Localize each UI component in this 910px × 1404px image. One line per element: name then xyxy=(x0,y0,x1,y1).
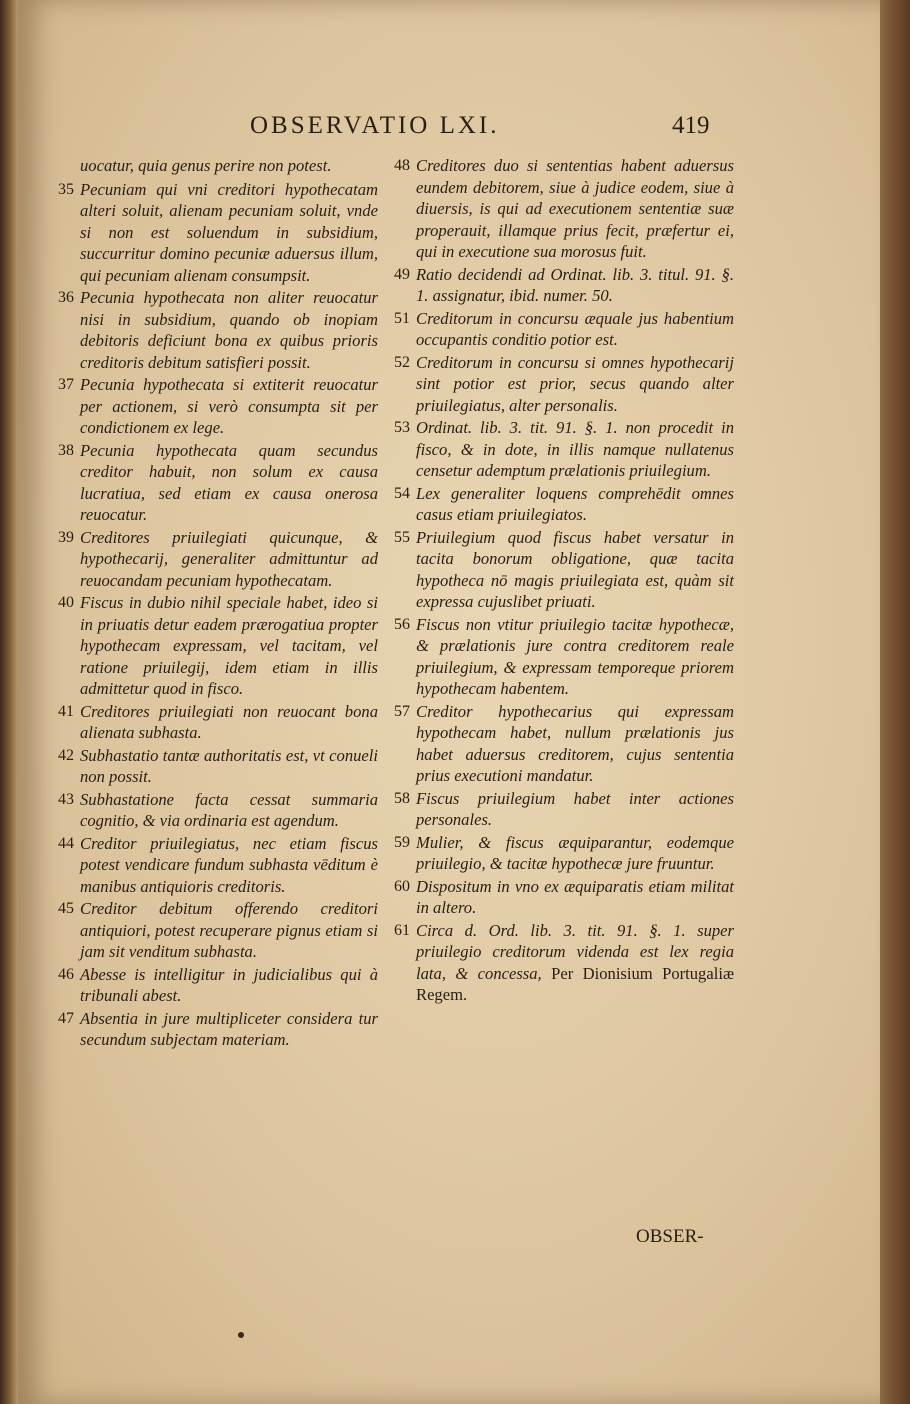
entry-text: Creditores priuilegiati non reuocant bona alienata subhasta. xyxy=(80,701,378,742)
entry xyxy=(394,788,734,831)
entry xyxy=(58,1008,378,1051)
entry-text: Fiscus non vtitur priuilegio tacitæ hypothecæ, & prælationis jure contra creditorem reale priuilegium, & expressam temporeque priorem hypothecam habentem. xyxy=(416,614,734,698)
entry-text: Fiscus in dubio nihil speciale habet, ideo si in priuatis detur eadem prærogatiua propter hypothecam expressam, vel tacitam, vel ratione priuilegij, idem etiam in illis admittetur quod in fisco. xyxy=(80,593,378,698)
entry-text: Circa d. Ord. lib. 3. tit. 91. §. 1. super priuilegio creditorum videnda est lex regia lata, & concessa, xyxy=(416,920,734,983)
entry-text: Absentia in jure multipliceter considera tur secundum subjectam materiam. xyxy=(80,1008,378,1049)
entry xyxy=(58,592,378,700)
entry-number: 49 xyxy=(394,265,410,283)
entry xyxy=(58,701,378,744)
entry xyxy=(58,898,378,963)
entry-number: 37 xyxy=(58,376,74,393)
entry-text: Lex generaliter loquens comprehēdit omnes casus etiam priuilegiatos. xyxy=(416,483,734,524)
left-page-edge xyxy=(0,0,18,1404)
entry-number: 58 xyxy=(394,789,410,807)
entry-number: 36 xyxy=(58,289,74,306)
entry xyxy=(394,155,734,263)
entry xyxy=(58,440,378,526)
entry-number: 52 xyxy=(394,353,410,371)
entry xyxy=(394,483,734,526)
entry-number: 55 xyxy=(394,528,410,546)
entry-text: Creditores duo si sententias habent aduersus eundem debitorem, siue à judice eodem, siue à diuersis, is qui ad executionem sententiæ suæ properauit, illamque prius fecit, præfertur ei, qui in executione sua morosus fuit. xyxy=(416,156,734,261)
entry xyxy=(394,308,734,351)
entry xyxy=(394,701,734,787)
entry-text: Priuilegium quod fiscus habet versatur in tacita bonorum obligatione, quæ tacita hypotheca nō magis priuilegiata est, quàm sit expressa cujuslibet priuati. xyxy=(416,527,734,611)
entry-number: 47 xyxy=(58,1009,74,1027)
entry-text: Creditor priuilegiatus, nec etiam fiscus potest vendicare fundum subhasta vēditum è manibus antiquioris creditoris. xyxy=(80,833,378,896)
entry-roman-tail: Per Dionisium Portugaliæ Regem. xyxy=(416,963,735,1004)
entry-text: Ordinat. lib. 3. tit. 91. §. 1. non procedit in fisco, & in dote, in illis namque nullatenus censetur ademptum prælationis priuilegium. xyxy=(416,418,734,480)
catchword: OBSER- xyxy=(636,1226,704,1247)
entry-text: Pecunia hypothecata quam secundus creditor habuit, non solum ex causa lucratiua, sed etiam ex causa onerosa reuocatur. xyxy=(80,440,378,524)
entry xyxy=(394,876,734,919)
page-header xyxy=(250,112,720,140)
entry-text: Ratio decidendi ad Ordinat. lib. 3. titul. 91. §. 1. assignatur, ibid. numer. 50. xyxy=(416,264,734,305)
folio-number: 419 xyxy=(672,112,710,139)
entry-number: 43 xyxy=(58,790,74,808)
entry-text: Subhastatione facta cessat summaria cognitio, & via ordinaria est agendum. xyxy=(80,789,378,830)
entry-number: 56 xyxy=(394,615,410,633)
entry-text: Pecunia hypothecata si extiterit reuocatur per actionem, si verò consumpta sit per condictionem ex lege. xyxy=(80,375,378,437)
entry xyxy=(394,614,734,700)
running-head: OBSERVATIO LXI. xyxy=(250,112,500,139)
entry-number: 38 xyxy=(58,441,74,459)
entry-number: 42 xyxy=(58,746,74,764)
entry-number: 59 xyxy=(394,833,410,851)
entry xyxy=(58,833,378,898)
entry-text: Creditor debitum offerendo creditori antiquiori, potest recuperare pignus etiam si jam sit venditum subhasta. xyxy=(80,899,378,961)
entry-text: Abesse is intelligitur in judicialibus qui à tribunali abest. xyxy=(80,964,378,1005)
right-book-edge xyxy=(880,0,910,1404)
entry-text: Creditorum in concursu si omnes hypothecarij sint potior est prior, secus quando alter priuilegiatus, alter personalis. xyxy=(416,352,734,415)
entry-number: 61 xyxy=(394,921,410,939)
entry-number: 35 xyxy=(58,180,74,198)
entry xyxy=(58,745,378,788)
entry-number: 45 xyxy=(58,900,74,917)
entry xyxy=(58,287,378,373)
entry xyxy=(58,527,378,592)
entry-text: Pecuniam qui vni creditori hypothecatam alteri soluit, alienam pecuniam soluit, vnde si non est soluendum in subsidium, succurritur domino pecuniæ aduersus illum, qui pecuniam alienam consumpsit. xyxy=(80,179,378,285)
right-column xyxy=(394,155,734,1007)
left-entries xyxy=(58,179,378,1051)
entry-text: Creditores priuilegiati quicunque, & hypothecarij, generaliter admittuntur ad reuocandam pecuniam hypothecatam. xyxy=(80,527,378,590)
entry-number: 39 xyxy=(58,528,74,546)
entry xyxy=(58,789,378,832)
entry xyxy=(394,264,734,307)
entry-number: 51 xyxy=(394,309,410,327)
entry xyxy=(394,352,734,417)
entry-text: Fiscus priuilegium habet inter actiones personales. xyxy=(416,788,734,829)
continued-line: uocatur, quia genus perire non potest. xyxy=(80,156,332,175)
ink-spot xyxy=(238,1332,244,1338)
entry xyxy=(394,920,734,1006)
entry xyxy=(58,964,378,1007)
entry-number: 48 xyxy=(394,157,410,174)
entry-text: Dispositum in vno ex æquiparatis etiam militat in altero. xyxy=(416,876,734,917)
entry xyxy=(394,527,734,613)
entry-number: 54 xyxy=(394,484,410,502)
entry-text: Pecunia hypothecata non aliter reuocatur nisi in subsidium, quando ob inopiam debitoris deficiunt bona ex quibus prioris creditoris debitum satisfieri possit. xyxy=(80,288,378,372)
entry xyxy=(58,179,378,287)
entry-number: 40 xyxy=(58,594,74,611)
entry-text: Creditor hypothecarius qui expressam hypothecam habet, nullum prælationis jus habet aduersus creditorem, cujus sententia prius executioni mandatur. xyxy=(416,701,734,785)
entry-text: Creditorum in concursu æquale jus habentium occupantis conditio potior est. xyxy=(416,308,734,349)
entry xyxy=(58,374,378,439)
entry-text: Mulier, & fiscus æquiparantur, eodemque priuilegio, & tacitæ hypothecæ jure fruuntur. xyxy=(416,832,734,873)
entry-number: 41 xyxy=(58,702,74,720)
entry-number: 60 xyxy=(394,877,410,895)
entry-number: 57 xyxy=(394,702,410,720)
entry xyxy=(394,417,734,482)
entry-number: 46 xyxy=(58,965,74,983)
entry xyxy=(394,832,734,875)
entry-number: 44 xyxy=(58,834,74,852)
entry-number: 53 xyxy=(394,419,410,436)
entry-text: Subhastatio tantæ authoritatis est, vt conueli non possit. xyxy=(80,745,378,786)
left-column xyxy=(58,155,378,1052)
